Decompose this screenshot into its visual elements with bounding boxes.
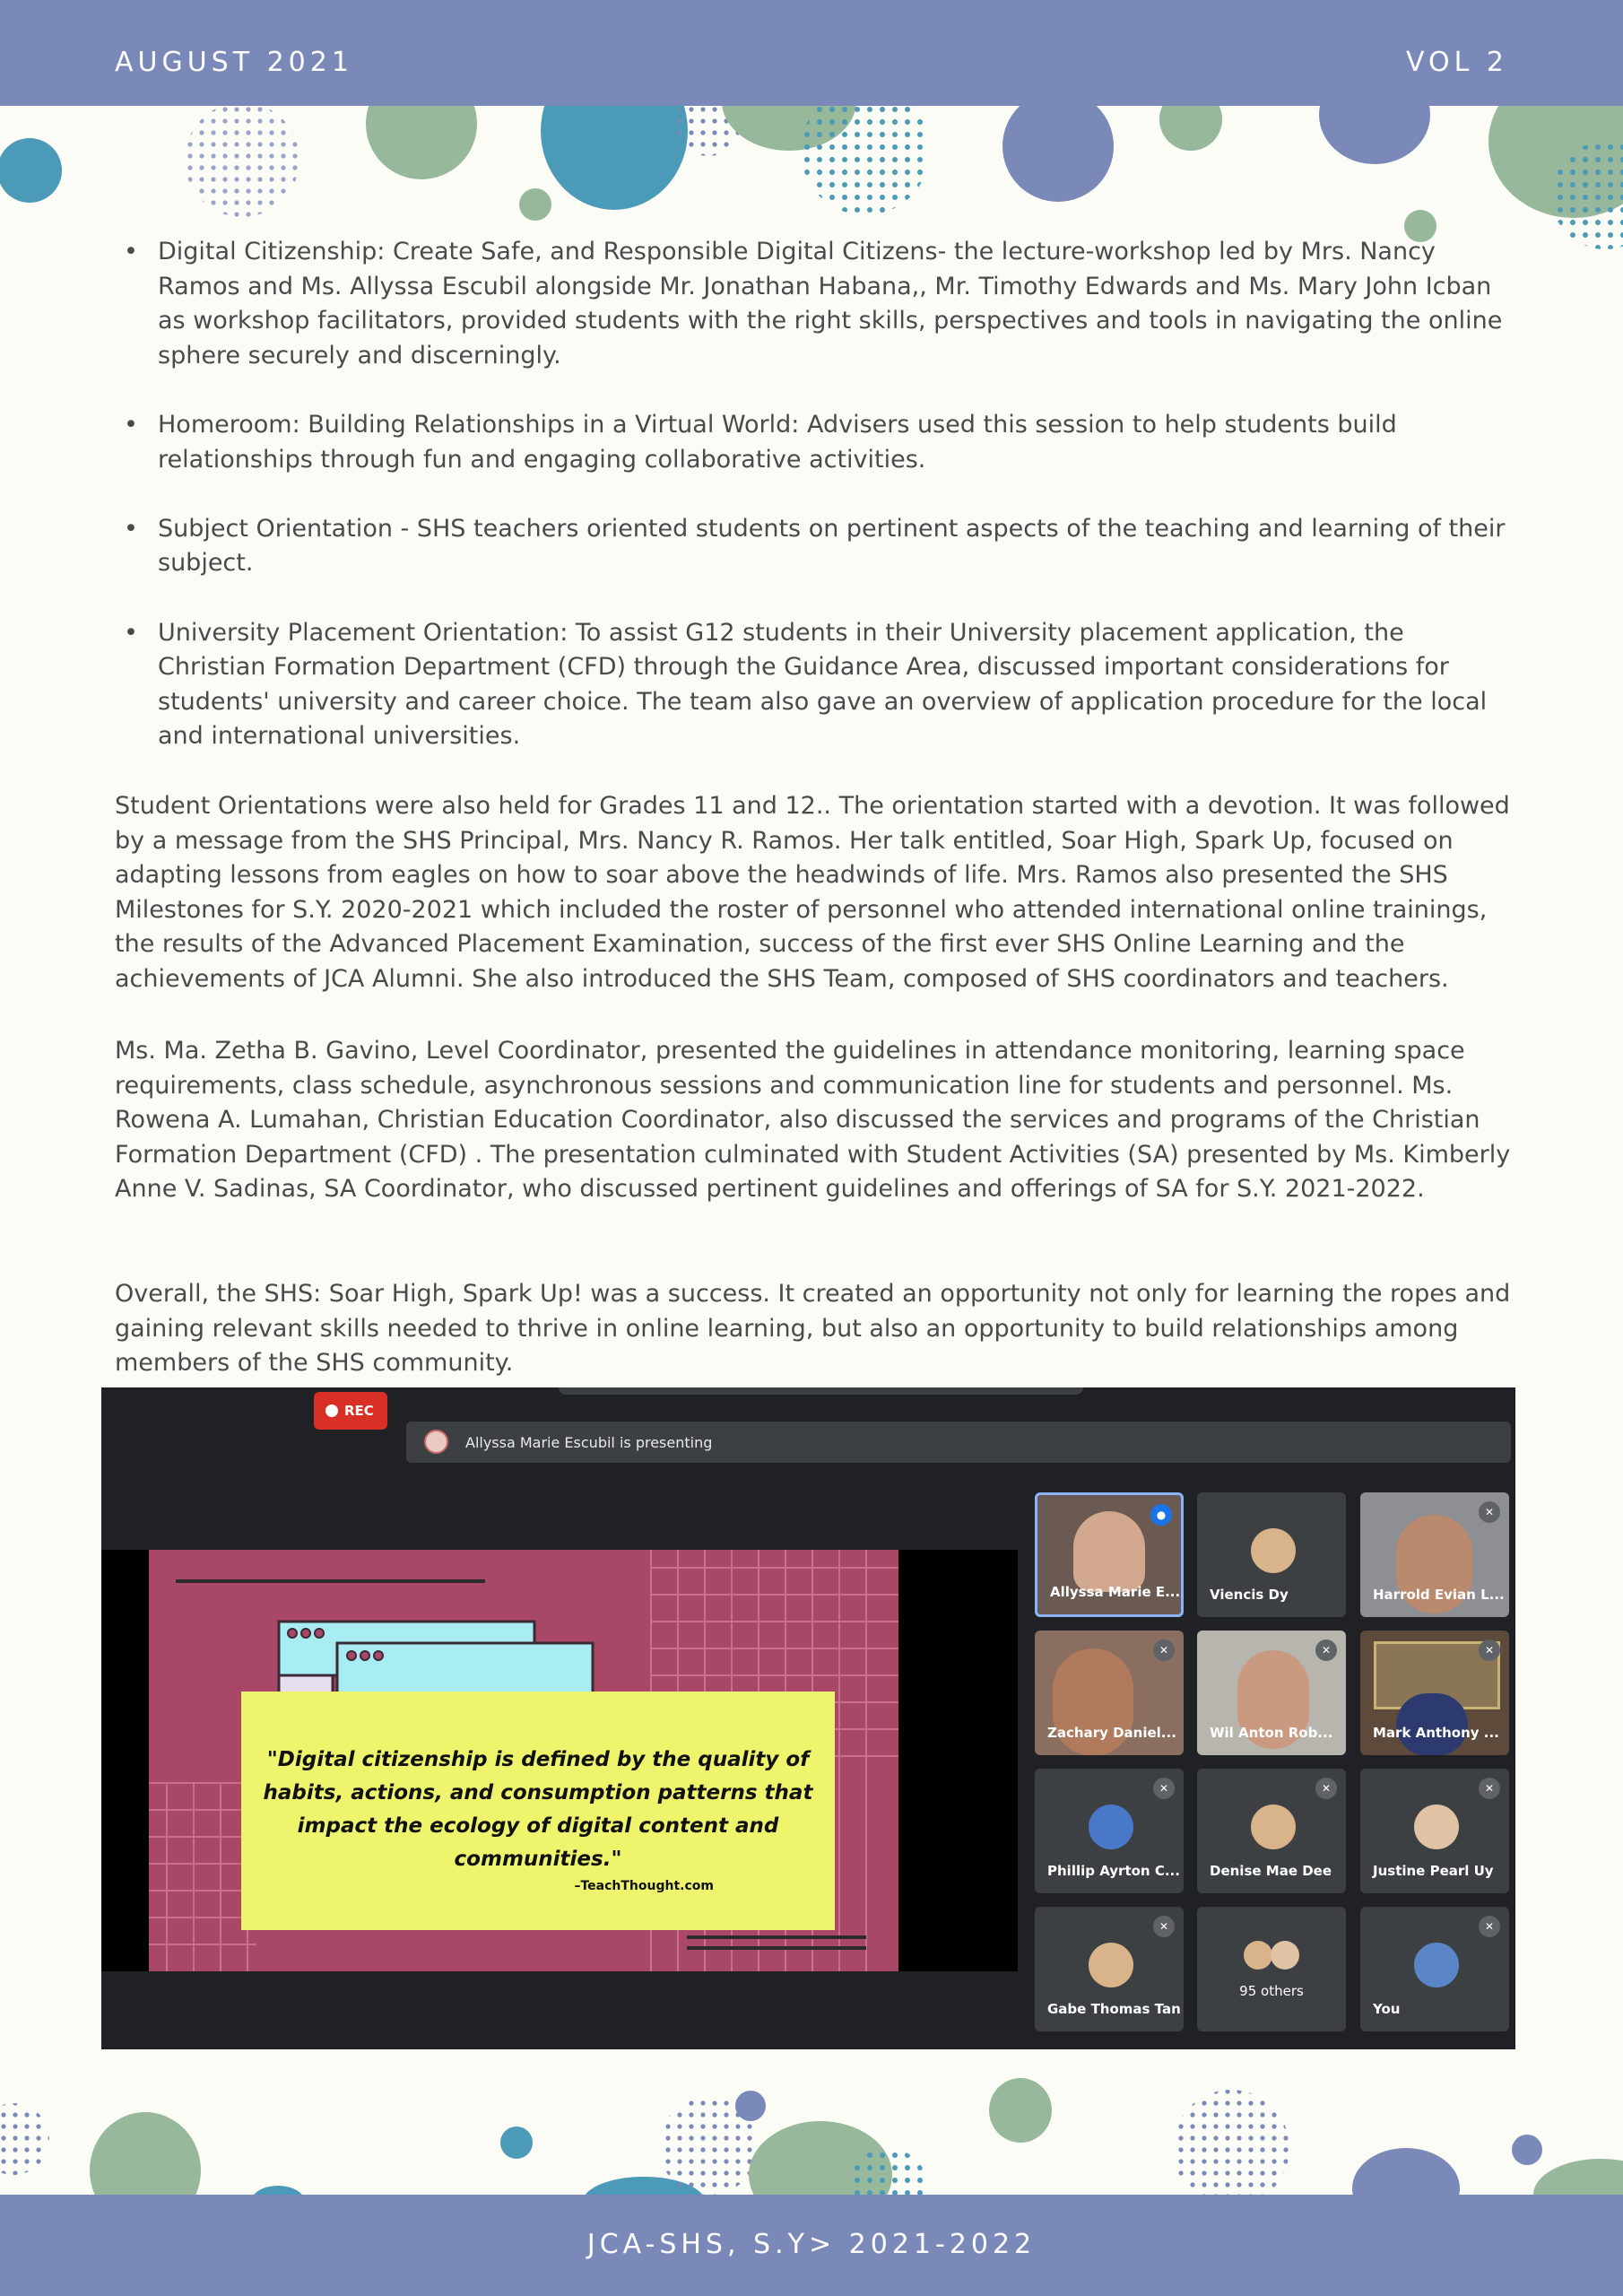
participant-name: Wil Anton Rob... [1210,1725,1333,1741]
mic-off-icon: ✕ [1153,1639,1175,1661]
header-band [0,0,1623,106]
participant-tile[interactable] [1197,1631,1346,1755]
presenting-banner [406,1422,1511,1463]
slide-quote: "Digital citizenship is defined by the quality of habits, actions, and consumption patterns that impact the ecology of digital content and communities." [263,1748,813,1871]
list-item: • University Placement Orientation: To assist G12 students in their University placement application, the Christian Formation Department (CFD) through the Guidance Area, discussed important considerations for students' university and career choice. The team also gave an overview of application procedure for the local and international universities. [158,616,1518,754]
participant-tile[interactable] [1197,1769,1346,1893]
paragraph-guidelines: Ms. Ma. Zetha B. Gavino, Level Coordinator, presented the guidelines in attendance monitoring, learning space requirements, class schedule, asynchronous sessions and communication line for students and personnel. Ms. Rowena A. Lumahan, Christian Education Coordinator, also discussed the services and programs of the Christian Formation Department (CFD) . The presentation culminated with Student Activities (SA) presented by Ms. Kimberly Anne V. Sadinas, SA Coordinator, who discussed pertinent guidelines and offerings of SA for S.Y. 2021-2022. [115,1037,1511,1204]
presenter-avatar [424,1430,448,1454]
rec-badge: REC [314,1392,387,1430]
mic-off-icon: ✕ [1315,1778,1337,1799]
participant-name: Zachary Daniel... [1047,1725,1176,1741]
participant-tile[interactable] [1360,1492,1509,1617]
paragraph-conclusion: Overall, the SHS: Soar High, Spark Up! was a success. It created an opportunity not only for learning the ropes and gaining relevant skills needed to thrive in online learning, but also an opportunity to build relationships among members of the SHS community. [115,1280,1511,1378]
participant-tile[interactable] [1035,1631,1184,1755]
avatar [1414,1943,1459,1987]
participant-name: You [1373,2001,1401,2017]
presentation-slide [149,1550,898,1971]
mic-off-icon: ✕ [1479,1916,1500,1937]
participant-tile[interactable] [1035,1907,1184,2031]
avatar [1271,1941,1299,1970]
slide-quote-card [241,1692,835,1930]
participant-tile[interactable] [1360,1907,1509,2031]
meeting-screenshot [101,1387,1515,2049]
participant-name: Justine Pearl Uy [1373,1863,1494,1879]
others-tile[interactable] [1197,1907,1346,2031]
others-count: 95 others [1239,1983,1304,1999]
issue-date: AUGUST 2021 [115,47,353,78]
participant-name: Denise Mae Dee [1210,1863,1332,1879]
presenting-text: Allyssa Marie Escubil is presenting [465,1434,713,1451]
participant-tile[interactable] [1035,1492,1184,1617]
avatar [1089,1805,1133,1849]
participant-video [1073,1511,1145,1592]
volume-label: VOL 2 [1406,47,1508,78]
participant-tile[interactable] [1360,1631,1509,1755]
mic-off-icon: ✕ [1479,1639,1500,1661]
avatar [1414,1805,1459,1849]
mic-off-icon: ✕ [1153,1778,1175,1799]
participant-tile[interactable] [1360,1769,1509,1893]
activity-list [115,235,1518,789]
mic-off-icon: ✕ [1479,1501,1500,1523]
toolbar-strip [559,1387,1083,1395]
list-item: • Homeroom: Building Relationships in a Virtual World: Advisers used this session to help students build relationships through fun and engaging collaborative activities. [158,408,1518,477]
participant-name: Viencis Dy [1210,1587,1289,1603]
participant-name: Mark Anthony ... [1373,1725,1499,1741]
footer-band [0,2195,1623,2296]
slide-source: –TeachThought.com [574,1879,714,1893]
mic-off-icon: ✕ [1153,1916,1175,1937]
list-item: • Subject Orientation - SHS teachers oriented students on pertinent aspects of the teaching and learning of their subject. [158,512,1518,581]
list-item: • Digital Citizenship: Create Safe, and Responsible Digital Citizens- the lecture-workshop led by Mrs. Nancy Ramos and Ms. Allyssa Escubil alongside Mr. Jonathan Habana,, Mr. Timothy Edwards and Ms. Mary John Icban as workshop facilitators, provided students with the right skills, perspectives and tools in navigating the online sphere securely and discerningly. [158,235,1518,373]
avatar [1251,1805,1296,1849]
avatar [1251,1528,1296,1573]
participant-name: Allyssa Marie E... [1050,1584,1181,1600]
participant-tile[interactable] [1197,1492,1346,1617]
mic-off-icon: ✕ [1479,1778,1500,1799]
avatar [1089,1943,1133,1987]
avatar [1244,1941,1272,1970]
bottom-decoration [0,2076,1623,2195]
shared-screen [101,1550,1018,1971]
participant-tile[interactable] [1035,1769,1184,1893]
speaking-icon: ● [1150,1504,1172,1526]
participant-name: Gabe Thomas Tan [1047,2001,1181,2017]
participant-name: Phillip Ayrton C... [1047,1863,1180,1879]
paragraph-orientations: Student Orientations were also held for Grades 11 and 12.. The orientation started with a devotion. It was followed by a message from the SHS Principal, Mrs. Nancy R. Ramos. Her talk entitled, Soar High, Spark Up, focused on adapting lessons from eagles on how to soar above the headwinds of life. Mrs. Ramos also presented the SHS Milestones for S.Y. 2020-2021 which included the roster of personnel who attended international online trainings, the results of the Advanced Placement Examination, success of the first ever SHS Online Learning and the achievements of JCA Alumni. She also introduced the SHS Team, composed of SHS coordinators and teachers. [115,792,1510,993]
footer-text: JCA-SHS, S.Y> 2021-2022 [586,2229,1037,2260]
mic-off-icon: ✕ [1315,1639,1337,1661]
participant-name: Harrold Evian L... [1373,1587,1505,1603]
